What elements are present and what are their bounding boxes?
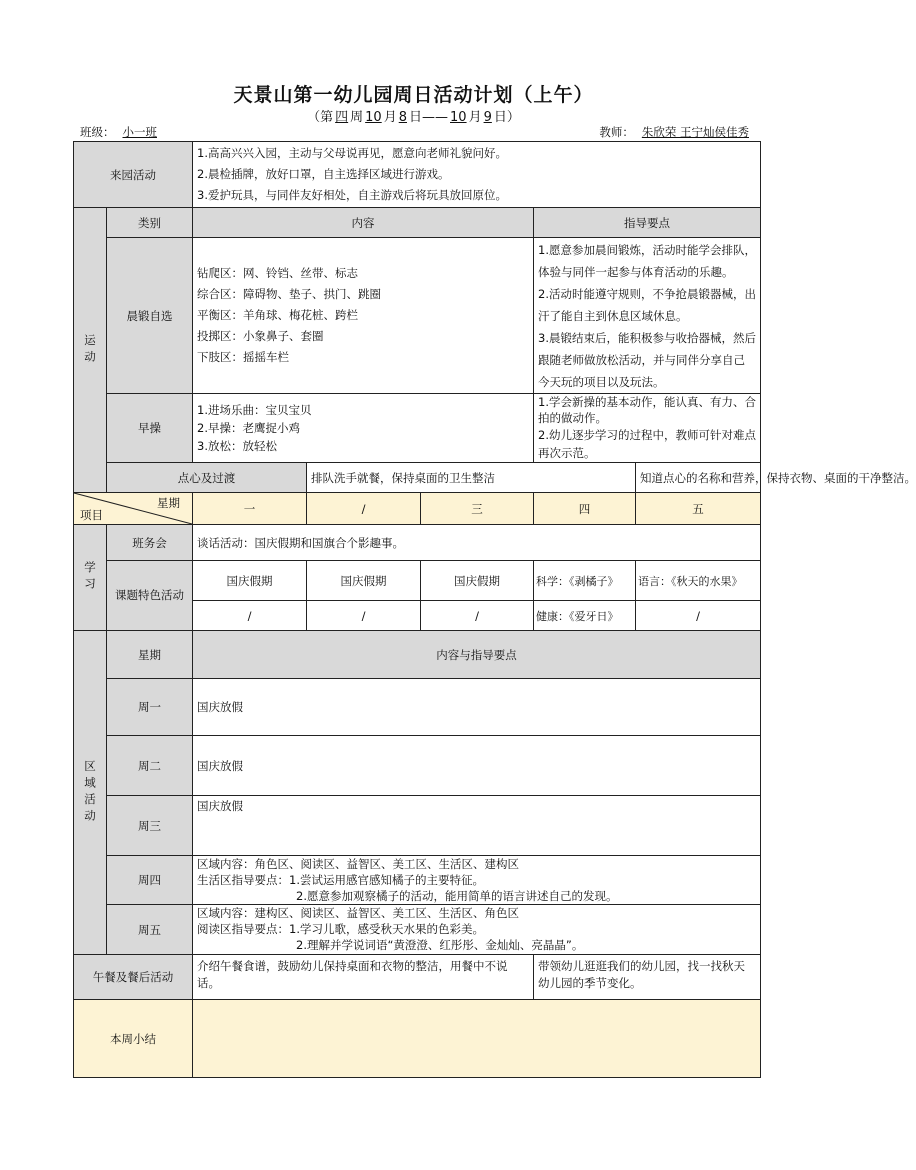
drill-label: 早操 [107, 394, 193, 463]
exercise-section [74, 208, 107, 493]
study-section [74, 525, 107, 631]
area-mon-label: 周一 [107, 679, 193, 736]
arrival-item: 3.爱护玩具，与同伴友好相处，自主游戏后将玩具放回原位。 [197, 188, 507, 202]
snack-label: 点心及过渡 [107, 463, 307, 493]
area-wed-content: 国庆放假 [193, 796, 761, 856]
item-header-label: 项目 [80, 508, 103, 522]
summary-content[interactable] [193, 1000, 761, 1078]
area-fri-line: 区域内容：建构区、阅读区、益智区、美工区、生活区、角色区 [197, 906, 519, 920]
sub-mid: 日—— [409, 110, 449, 125]
area-thu-line: 区域内容：角色区、阅读区、益智区、美工区、生活区、建构区 [197, 857, 519, 871]
drill-guide [534, 394, 761, 463]
drill-guide-item: 2.幼儿逐步学习的过程中，教师可针对难点再次示范。 [538, 428, 756, 460]
col-guide: 指导要点 [534, 208, 761, 238]
morning-item: 钻爬区：网、铃铛、丝带、标志 [197, 266, 358, 280]
area-tue-label: 周二 [107, 736, 193, 796]
diagonal-header [74, 493, 193, 525]
arrival-item: 2.晨检插牌，放好口罩，自主选择区域进行游戏。 [197, 167, 450, 181]
morning-item: 下肢区：摇摇车栏 [197, 350, 289, 364]
area-wed-label: 周三 [107, 796, 193, 856]
weekday-mon: 一 [193, 493, 307, 525]
topic-wed: 国庆假期 [421, 561, 534, 601]
exercise-label: 运动 [83, 333, 97, 367]
weekday-fri: 五 [636, 493, 761, 525]
area-fri-label: 周五 [107, 905, 193, 955]
sub-close: 日） [493, 110, 520, 125]
topic-fri: 语言：《秋天的水果》 [636, 561, 761, 601]
morning-guide [534, 238, 761, 394]
snack-guide: 知道点心的名称和营养，保持衣物、桌面的干净整洁。 [636, 463, 761, 493]
teacher-info [599, 124, 749, 140]
area-col-day: 星期 [107, 631, 193, 679]
sub-open: （第 [307, 110, 334, 125]
study-label: 学习 [83, 561, 97, 594]
lunch-label: 午餐及餐后活动 [74, 955, 193, 1000]
week-number: 四 [335, 110, 349, 125]
weekday-wed: 三 [421, 493, 534, 525]
weekday-header-label: 星期 [157, 496, 180, 510]
morning-item: 投掷区：小象鼻子、套圈 [197, 329, 324, 343]
sub-week: 周 [350, 110, 364, 125]
weekday-tue: / [307, 493, 421, 525]
topic-label: 课题特色活动 [107, 561, 193, 631]
area-thu-line: 生活区指导要点：1.尝试运用感官感知橘子的主要特征。 [197, 873, 484, 887]
col-category: 类别 [107, 208, 193, 238]
arrival-content [193, 142, 761, 208]
area-label: 区域活动 [83, 759, 97, 826]
meeting-content: 谈话活动：国庆假期和国旗合个影趣事。 [193, 525, 761, 561]
area-thu-content [193, 856, 761, 905]
topic-mon: 国庆假期 [193, 561, 307, 601]
end-month: 10 [450, 110, 467, 125]
lunch-content: 介绍午餐食谱，鼓励幼儿保持桌面和衣物的整洁，用餐中不说话。 [193, 955, 534, 1000]
topic2-wed: / [421, 601, 534, 631]
arrival-item: 1.高高兴兴入园，主动与父母说再见，愿意向老师礼貌问好。 [197, 146, 507, 160]
topic-tue: 国庆假期 [307, 561, 421, 601]
summary-label: 本周小结 [74, 1000, 193, 1078]
area-tue-content: 国庆放假 [193, 736, 761, 796]
morning-guide-item: 1.愿意参加晨间锻炼，活动时能学会排队，体验与同伴一起参与体育活动的乐趣。 [538, 242, 756, 279]
area-thu-label: 周四 [107, 856, 193, 905]
drill-item: 1.进场乐曲：宝贝宝贝 [197, 403, 312, 417]
area-fri-line: 阅读区指导要点：1.学习儿歌，感受秋天水果的色彩美。 [197, 922, 484, 936]
col-content: 内容 [193, 208, 534, 238]
topic-thu: 科学：《剥橘子》 [534, 561, 636, 601]
class-info [80, 124, 215, 140]
topic2-thu: 健康：《爱牙日》 [534, 601, 636, 631]
area-col-content: 内容与指导要点 [193, 631, 761, 679]
class-label: 班级： [80, 125, 115, 139]
lunch-guide: 带领幼儿逛逛我们的幼儿园，找一找秋天幼儿园的季节变化。 [534, 955, 761, 1000]
topic2-tue: / [307, 601, 421, 631]
snack-content: 排队洗手就餐，保持桌面的卫生整洁 [307, 463, 636, 493]
page-title: 天景山第一幼儿园周日活动计划（上午） [233, 84, 594, 106]
drill-content [193, 394, 534, 463]
teacher-label: 教师： [599, 125, 634, 139]
plan-table [73, 141, 916, 1078]
start-month: 10 [365, 110, 382, 125]
sub-month2: 月 [468, 110, 482, 125]
morning-item: 平衡区：羊角球、梅花桩、跨栏 [197, 308, 358, 322]
area-mon-content: 国庆放假 [193, 679, 761, 736]
drill-item: 3.放松：放轻松 [197, 439, 277, 453]
morning-item: 综合区：障碍物、垫子、拱门、跳圈 [197, 287, 381, 301]
morning-guide-item: 3.晨锻结束后，能积极参与收拾器械，然后跟随老师做放松活动，并与同伴分享自己今天玩的项目以及玩法。 [538, 330, 756, 389]
area-section [74, 631, 107, 955]
morning-content [193, 238, 534, 394]
morning-label: 晨锻自选 [107, 238, 193, 394]
class-value: 小一班 [122, 125, 157, 139]
topic2-mon: / [193, 601, 307, 631]
area-thu-line: 2.愿意参加观察橘子的活动，能用简单的语言讲述自己的发现。 [296, 889, 618, 903]
sub-month1: 月 [383, 110, 397, 125]
area-fri-content [193, 905, 761, 955]
topic2-fri: / [636, 601, 761, 631]
weekday-thu: 四 [534, 493, 636, 525]
meeting-label: 班务会 [107, 525, 193, 561]
arrival-label: 来园活动 [74, 142, 193, 208]
teacher-value: 朱欣荣 王宁灿侯佳秀 [641, 125, 749, 139]
area-fri-line: 2.理解并学说词语“黄澄澄、红彤彤、金灿灿、亮晶晶”。 [296, 938, 584, 952]
end-day: 9 [483, 110, 492, 125]
date-range [0, 106, 827, 125]
morning-guide-item: 2.活动时能遵守规则，不争抢晨锻器械，出汗了能自主到休息区域休息。 [538, 286, 756, 323]
start-day: 8 [398, 110, 407, 125]
drill-guide-item: 1.学会新操的基本动作，能认真、有力、合拍的做动作。 [538, 395, 756, 425]
drill-item: 2.早操：老鹰捉小鸡 [197, 421, 300, 435]
